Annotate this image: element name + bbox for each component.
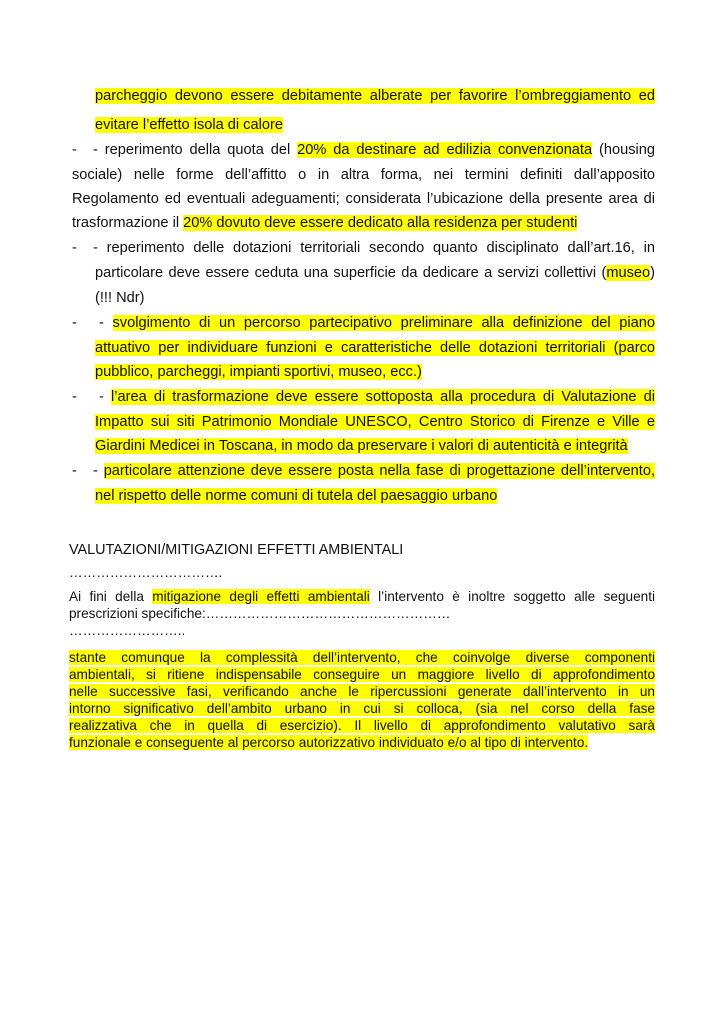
text-line (95, 414, 655, 430)
bullet-dash: - (72, 463, 77, 479)
highlighted-text: funzionale e conseguente al percorso autorizzativo individuato e/o al tipo di intervento. (69, 735, 589, 750)
text-line (72, 191, 655, 207)
bullet-dash: - (72, 142, 77, 158)
text-line (72, 215, 577, 231)
highlighted-text: nelle successive fasi, verificando anche le ripercussioni generate dall’intervento in un (69, 684, 655, 699)
text-segment: sociale) nelle forme dell’affitto o in altra forma, nei termini definiti dall’apposito (72, 167, 655, 183)
highlighted-text: particolare attenzione deve essere posta nella fase di progettazione dell’intervento, (103, 463, 655, 479)
text-segment: - reperimento delle dotazioni territoriali secondo quanto disciplinato dall’art.16, in (93, 240, 655, 256)
text-segment: (housing (592, 142, 655, 158)
text-segment: Ai fini della (69, 589, 153, 604)
text-line (95, 290, 144, 306)
text-line (99, 389, 655, 405)
placeholder-dots: …………………….. (69, 623, 186, 638)
text-line (93, 240, 655, 256)
highlighted-text: svolgimento di un percorso partecipativo preliminare alla definizione del piano (112, 315, 656, 331)
highlighted-text: intorno significativo dell’ambito urbano in cui si colloca, (sia nel corso della fase (69, 701, 655, 716)
text-line (69, 650, 655, 665)
text-line (93, 142, 655, 158)
text-line (99, 315, 655, 331)
text-line (95, 438, 628, 454)
text-segment: (!!! Ndr) (95, 290, 145, 306)
section-heading: VALUTAZIONI/MITIGAZIONI EFFETTI AMBIENTALI (69, 542, 404, 558)
text-line (95, 88, 655, 104)
text-line (69, 589, 655, 604)
text-segment: - reperimento della quota del (93, 142, 298, 158)
text-line (95, 117, 283, 133)
text-line (69, 735, 588, 750)
highlighted-text: Giardini Medicei in Toscana, in modo da preservare i valori di autenticità e integrità (95, 438, 628, 454)
text-segment: l’intervento è inoltre soggetto alle seguenti (369, 589, 655, 604)
text-segment: - (99, 315, 113, 331)
highlighted-text: realizzativa che in quella di esercizio). Il livello di approfondimento valutativo sarà (69, 718, 655, 733)
highlighted-text: museo (606, 265, 651, 281)
text-line (95, 265, 655, 281)
highlighted-text: 20% dovuto deve essere dedicato alla residenza per studenti (183, 215, 578, 231)
text-line (95, 340, 655, 356)
highlighted-text: Impatto sui siti Patrimonio Mondiale UNESCO, Centro Storico di Firenze e Ville e (95, 414, 655, 430)
text-segment: - (99, 389, 111, 405)
text-segment: particolare deve essere ceduta una superficie da dedicare a servizi collettivi ( (95, 265, 607, 281)
text-line (69, 667, 655, 682)
highlighted-text: ambientali, si ritiene indispensabile conseguire un maggiore livello di approfondimento (69, 667, 655, 682)
highlighted-text: 20% da destinare ad edilizia convenzionata (297, 142, 593, 158)
text-line (72, 167, 655, 183)
bullet-dash: - (72, 240, 77, 256)
bullet-dash: - (72, 389, 77, 405)
highlighted-text: pubblico, parcheggi, impianti sportivi, museo, ecc.) (95, 364, 422, 380)
text-segment: - (93, 463, 104, 479)
text-line (95, 488, 497, 504)
text-line (69, 701, 655, 716)
text-segment: ) (650, 265, 655, 281)
text-line (69, 684, 655, 699)
highlighted-text: evitare l’effetto isola di calore (95, 117, 283, 133)
text-segment: trasformazione il (72, 215, 184, 231)
text-line (95, 364, 422, 380)
highlighted-text: stante comunque la complessità dell’intervento, che coinvolge diverse componenti (69, 650, 655, 665)
text-line (69, 606, 450, 621)
bullet-dash: - (72, 315, 77, 331)
text-segment: prescrizioni specifiche:……………………………………………… (69, 606, 451, 621)
text-segment: Regolamento ed eventuali adeguamenti; considerata l’ubicazione della presente area di (72, 191, 655, 207)
text-line (69, 718, 655, 733)
highlighted-text: l’area di trasformazione deve essere sottoposta alla procedura di Valutazione di (111, 389, 655, 405)
text-line (93, 463, 655, 479)
placeholder-dots: ……………………………. (69, 565, 223, 580)
highlighted-text: mitigazione degli effetti ambientali (152, 589, 370, 604)
highlighted-text: parcheggio devono essere debitamente alberate per favorire l’ombreggiamento ed (95, 88, 655, 104)
highlighted-text: nel rispetto delle norme comuni di tutela del paesaggio urbano (95, 488, 498, 504)
highlighted-text: attuativo per individuare funzioni e caratteristiche delle dotazioni territoriali (parco (95, 340, 655, 356)
